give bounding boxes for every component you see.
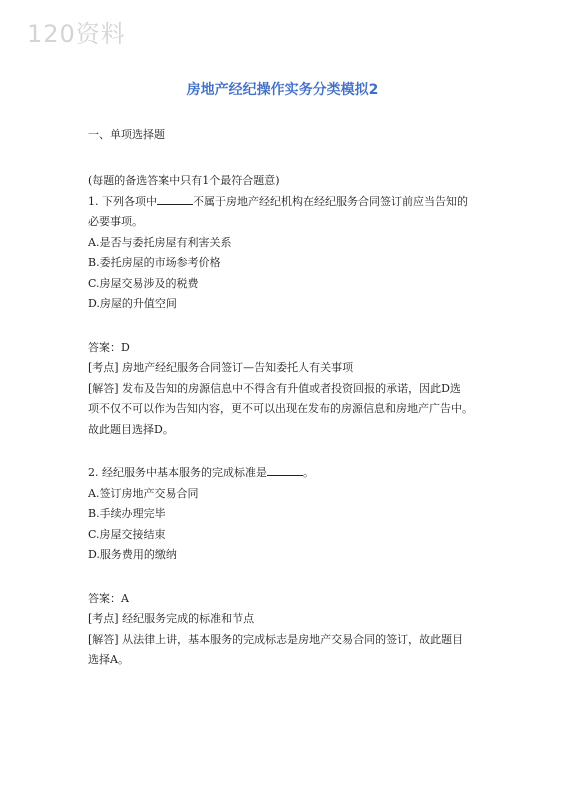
option-b: B.手续办理完毕 [88, 507, 166, 520]
option-d: D.服务费用的缴纳 [88, 548, 177, 561]
explanation-line: [解答] 从法律上讲，基本服务的完成标志是房地产交易合同的签订，故此题目 [88, 632, 464, 646]
option-a: A.签订房地产交易合同 [88, 486, 199, 500]
answer: 答案：D [88, 340, 130, 354]
option-c: C.房屋交接结束 [88, 527, 166, 541]
option-d: D.房屋的升值空间 [88, 297, 177, 310]
explanation-line: 项不仅不可以作为告知内容，更不可以出现在发布的房源信息和房地产广告中。 [88, 402, 473, 415]
question-stem: 2. 经纪服务中基本服务的完成标准是 。 [88, 466, 314, 479]
watermark: 120资料 [27, 20, 126, 48]
option-a: A.是否与委托房屋有利害关系 [88, 235, 232, 249]
answer: 答案：A [88, 591, 129, 605]
section-heading: 一、单项选择题 [88, 128, 165, 141]
question-2 [88, 463, 488, 671]
answer-blank [157, 195, 193, 205]
question-stem: 1. 下列各项中 不属于房地产经纪机构在经纪服务合同签订前应当告知的 [88, 194, 468, 208]
option-b: B.委托房屋的市场参考价格 [88, 256, 221, 269]
question-stem-cont: 必要事项。 [88, 215, 143, 228]
option-c: C.房屋交易涉及的税费 [88, 276, 199, 290]
explanation-line: [解答] 发布及告知的房源信息中不得含有升值或者投资回报的承诺，因此D选 [88, 381, 461, 395]
kaodian: [考点] 经纪服务完成的标准和节点 [88, 612, 255, 625]
explanation-line: 故此题目选择D。 [88, 422, 174, 436]
explanation-line: 选择A。 [88, 653, 129, 666]
page-title: 房地产经纪操作实务分类模拟2 [186, 82, 379, 98]
answer-blank [267, 466, 303, 476]
question-1 [88, 192, 488, 441]
document-body [88, 171, 488, 671]
instruction: (每题的备选答案中只有1个最符合题意) [88, 174, 280, 187]
kaodian: [考点] 房地产经纪服务合同签订—告知委托人有关事项 [88, 361, 354, 374]
